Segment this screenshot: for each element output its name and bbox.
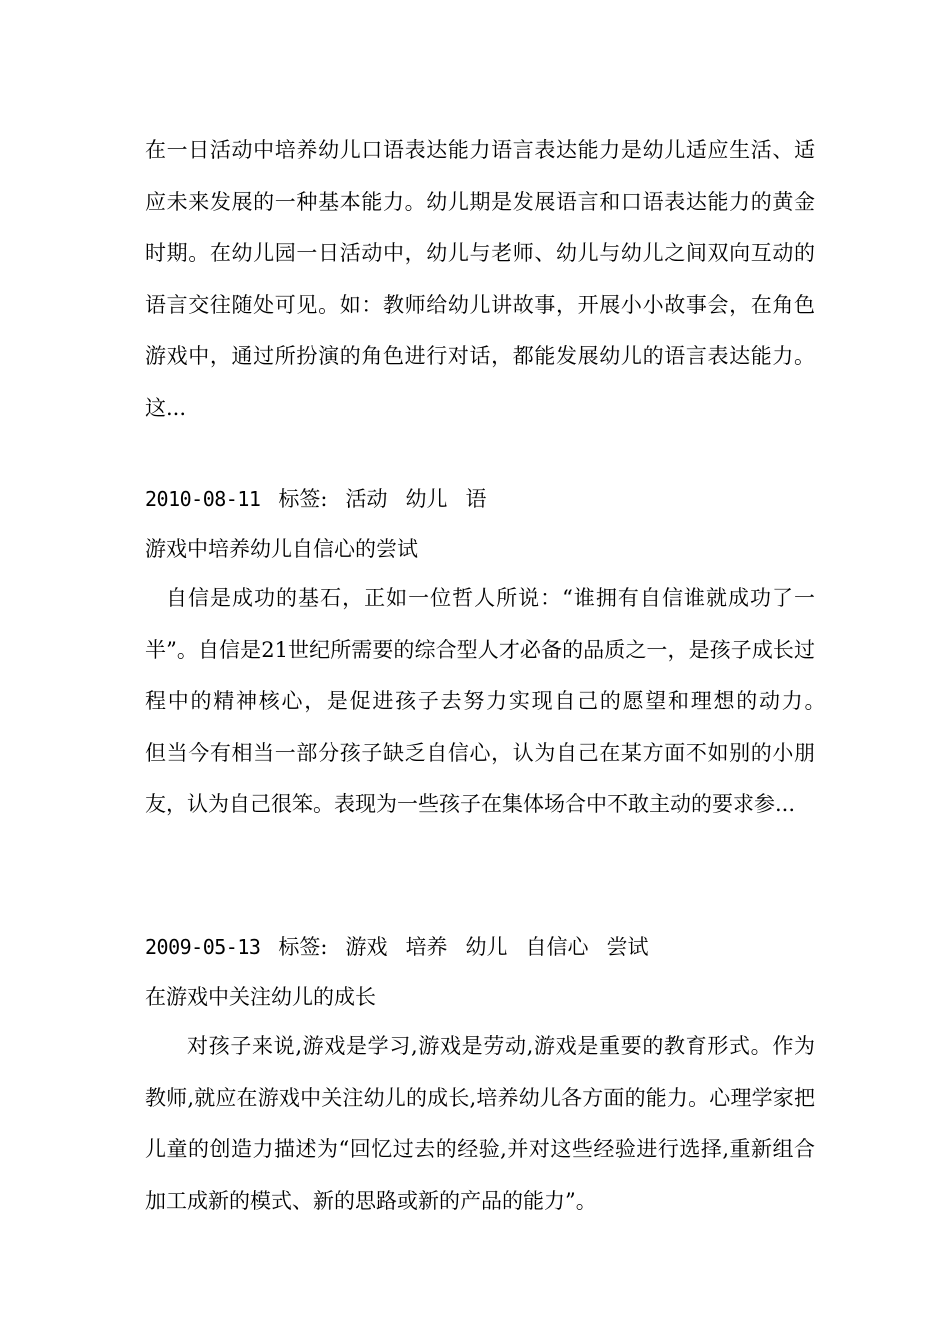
article-meta-1 bbox=[145, 474, 487, 525]
tag-link[interactable]: 游戏 bbox=[345, 935, 388, 959]
tag-link[interactable]: 尝试 bbox=[606, 935, 649, 959]
article-title-3[interactable]: 在游戏中关注幼儿的成长 bbox=[145, 985, 376, 1009]
article-title-2[interactable]: 游戏中培养幼儿自信心的尝试 bbox=[145, 537, 418, 561]
tag-link[interactable]: 幼儿 bbox=[405, 487, 448, 511]
article-meta-2 bbox=[145, 922, 649, 973]
tag-link[interactable]: 语 bbox=[465, 487, 487, 511]
article-summary-2: 自信是成功的基石，正如一位哲人所说：“谁拥有自信谁就成功了一半”。自信是21世纪所需要的综合型人才必备的品质之一，是孩子成长过程中的精神核心，是促进孩子去努力实现自己的愿望和理想的动力。 但当今有相当一部分孩子缺乏自信心，认为自己在某方面不如别的小朋友，认为自己很笨。表现为一些孩子在集体场合中不敢主动的要求参... bbox=[145, 586, 857, 816]
article-summary-3: 对孩子来说,游戏是学习,游戏是劳动,游戏是重要的教育形式。作为教师,就应在游戏中关注幼儿的成长,培养幼儿各方面的能力。心理学家把儿童的创造力描述为“回忆过去的经验,并对这些经验进行选择,重新组合加工成新的模式、新的思路或新的产品的能力”。 bbox=[145, 1034, 815, 1213]
tag-link[interactable]: 培养 bbox=[405, 935, 448, 959]
tag-link[interactable]: 幼儿 bbox=[465, 935, 508, 959]
article-date: 2010-08-11 bbox=[145, 487, 261, 511]
article-date: 2009-05-13 bbox=[145, 935, 261, 959]
tag-link[interactable]: 自信心 bbox=[525, 935, 589, 959]
tag-link[interactable]: 活动 bbox=[345, 487, 388, 511]
article-summary-1: 在一日活动中培养幼儿口语表达能力语言表达能力是幼儿适应生活、适应未来发展的一种基本能力。幼儿期是发展语言和口语表达能力的黄金时期。在幼儿园一日活动中，幼儿与老师、幼儿与幼儿之间双向互动的语言交往随处可见。如：教师给幼儿讲故事，开展小小故事会，在角色游戏中，通过所扮演的角色进行对话，都能发展幼儿的语言表达能力。这... bbox=[145, 138, 815, 420]
tag-label: 标签: bbox=[278, 487, 328, 511]
tag-label: 标签: bbox=[278, 935, 328, 959]
